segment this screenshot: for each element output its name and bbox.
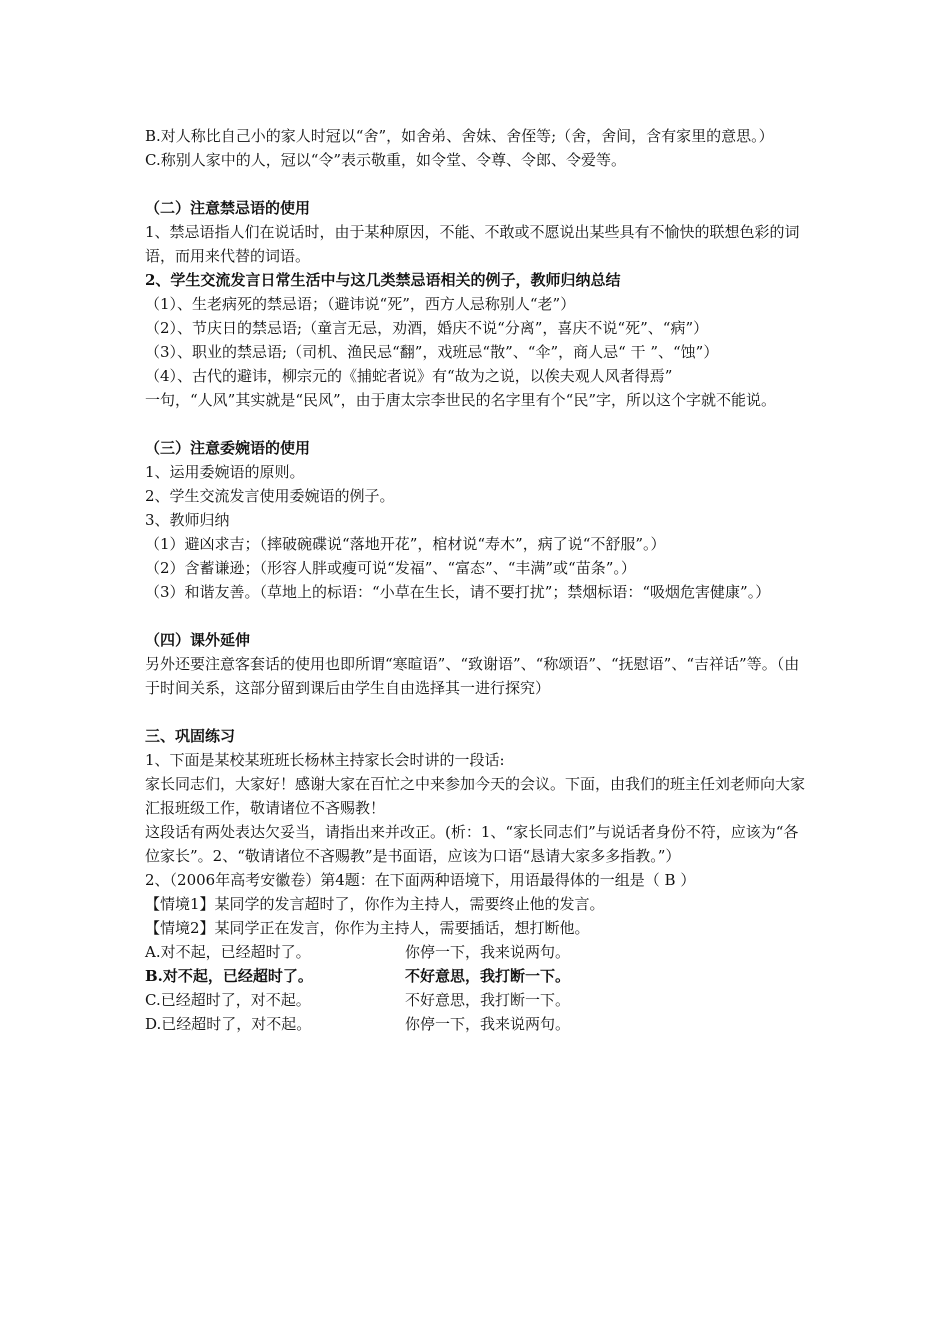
option-a: [145, 940, 813, 964]
practice-q1: 1、下面是某校某班班长杨林主持家长会时讲的一段话:: [145, 751, 505, 769]
taboo-item-3: （3）、职业的禁忌语;（司机、渔民忌“翻”，戏班忌“散”、“伞”，商人忌“ 干 ”、“蚀”）: [145, 343, 719, 361]
document-page: [145, 124, 813, 1036]
item-b: B.对人称比自己小的家人时冠以“舍”，如舍弟、舍妹、舍侄等;（舍，舍间，含有家里的意思。）: [145, 127, 774, 145]
option-a-first: A.对不起，已经超时了。: [145, 943, 311, 961]
taboo-item-1: （1）、生老病死的禁忌语；（避讳说“死”，西方人忌称别人“老”）: [145, 295, 576, 313]
euphemism-p1: 1、运用委婉语的原则。: [145, 463, 305, 481]
euphemism-item-3: （3）和谐友善。（草地上的标语：“小草在生长，请不要打扰”；禁烟标语：“吸烟危害健康”。）: [145, 583, 771, 601]
option-c-second: 不好意思，我打断一下。: [405, 991, 571, 1009]
euphemism-item-1: （1）避凶求吉；（摔破碗碟说“落地开花”，棺材说“寿木”，病了说“不舒服”。）: [145, 535, 666, 553]
heading-practice: 三、巩固练习: [145, 727, 236, 745]
extension-p1: 另外还要注意客套话的使用也即所谓“寒暄语”、“致谢语”、“称颂语”、“抚慰语”、“吉祥话”等。（由于时间关系，这部分留到课后由学生自由选择其一进行探究）: [145, 655, 800, 697]
euphemism-item-2: （2）含蓄谦逊；（形容人胖或瘦可说“发福”、“富态”、“丰满”或“苗条”。）: [145, 559, 636, 577]
taboo-discussion: 2、学生交流发言日常生活中与这几类禁忌语相关的例子，教师归纳总结: [145, 271, 621, 289]
option-c: [145, 988, 813, 1012]
practice-q2: 2、（2006年高考安徽卷）第4题：在下面两种语境下，用语最得体的一组是（ B ）: [145, 871, 696, 889]
heading-euphemism: （三）注意委婉语的使用: [145, 439, 311, 457]
option-b-second: 不好意思，我打断一下。: [405, 967, 571, 985]
taboo-definition: 1、禁忌语指人们在说话时，由于某种原因，不能、不敢或不愿说出某些具有不愉快的联想色彩的词语，而用来代替的词语。: [145, 223, 800, 265]
euphemism-p3: 3、教师归纳: [145, 511, 230, 529]
option-c-first: C.已经超时了，对不起。: [145, 991, 311, 1009]
practice-q1-text: 家长同志们，大家好！感谢大家在百忙之中来参加今天的会议。下面，由我们的班主任刘老师向大家汇报班级工作，敬请诸位不吝赐教！: [145, 775, 806, 817]
taboo-item-4-cont: 一句，“人风”其实就是“民风”，由于唐太宗李世民的名字里有个“民”字，所以这个字就不能说。: [145, 391, 777, 409]
taboo-item-2: （2）、节庆日的禁忌语;（童言无忌，劝酒，婚庆不说“分离”，喜庆不说“死”、“病”）: [145, 319, 709, 337]
practice-q1-analysis: 这段话有两处表达欠妥当，请指出来并改正。(析：1、“家长同志们”与说话者身份不符，应该为“各位家长”。2、“敬请诸位不吝赐教”是书面语，应该为口语“恳请大家多多指教。”）: [145, 823, 799, 865]
option-d: [145, 1012, 813, 1036]
heading-extension: （四）课外延伸: [145, 631, 251, 649]
heading-taboo: （二）注意禁忌语的使用: [145, 199, 311, 217]
item-c: C.称别人家中的人，冠以“令”表示敬重，如令堂、令尊、令郎、令爱等。: [145, 151, 627, 169]
option-b-first: B.对不起，已经超时了。: [145, 967, 313, 985]
taboo-item-4: （4）、古代的避讳，柳宗元的《捕蛇者说》有“故为之说，以俟夫观人风者得焉”: [145, 367, 673, 385]
practice-context-1: 【情境1】某同学的发言超时了，你作为主持人，需要终止他的发言。: [145, 895, 605, 913]
option-d-second: 你停一下，我来说两句。: [405, 1015, 571, 1033]
option-d-first: D.已经超时了，对不起。: [145, 1015, 312, 1033]
option-a-second: 你停一下，我来说两句。: [405, 943, 571, 961]
option-b: [145, 964, 813, 988]
practice-context-2: 【情境2】某同学正在发言，你作为主持人，需要插话，想打断他。: [145, 919, 590, 937]
euphemism-p2: 2、学生交流发言使用委婉语的例子。: [145, 487, 395, 505]
